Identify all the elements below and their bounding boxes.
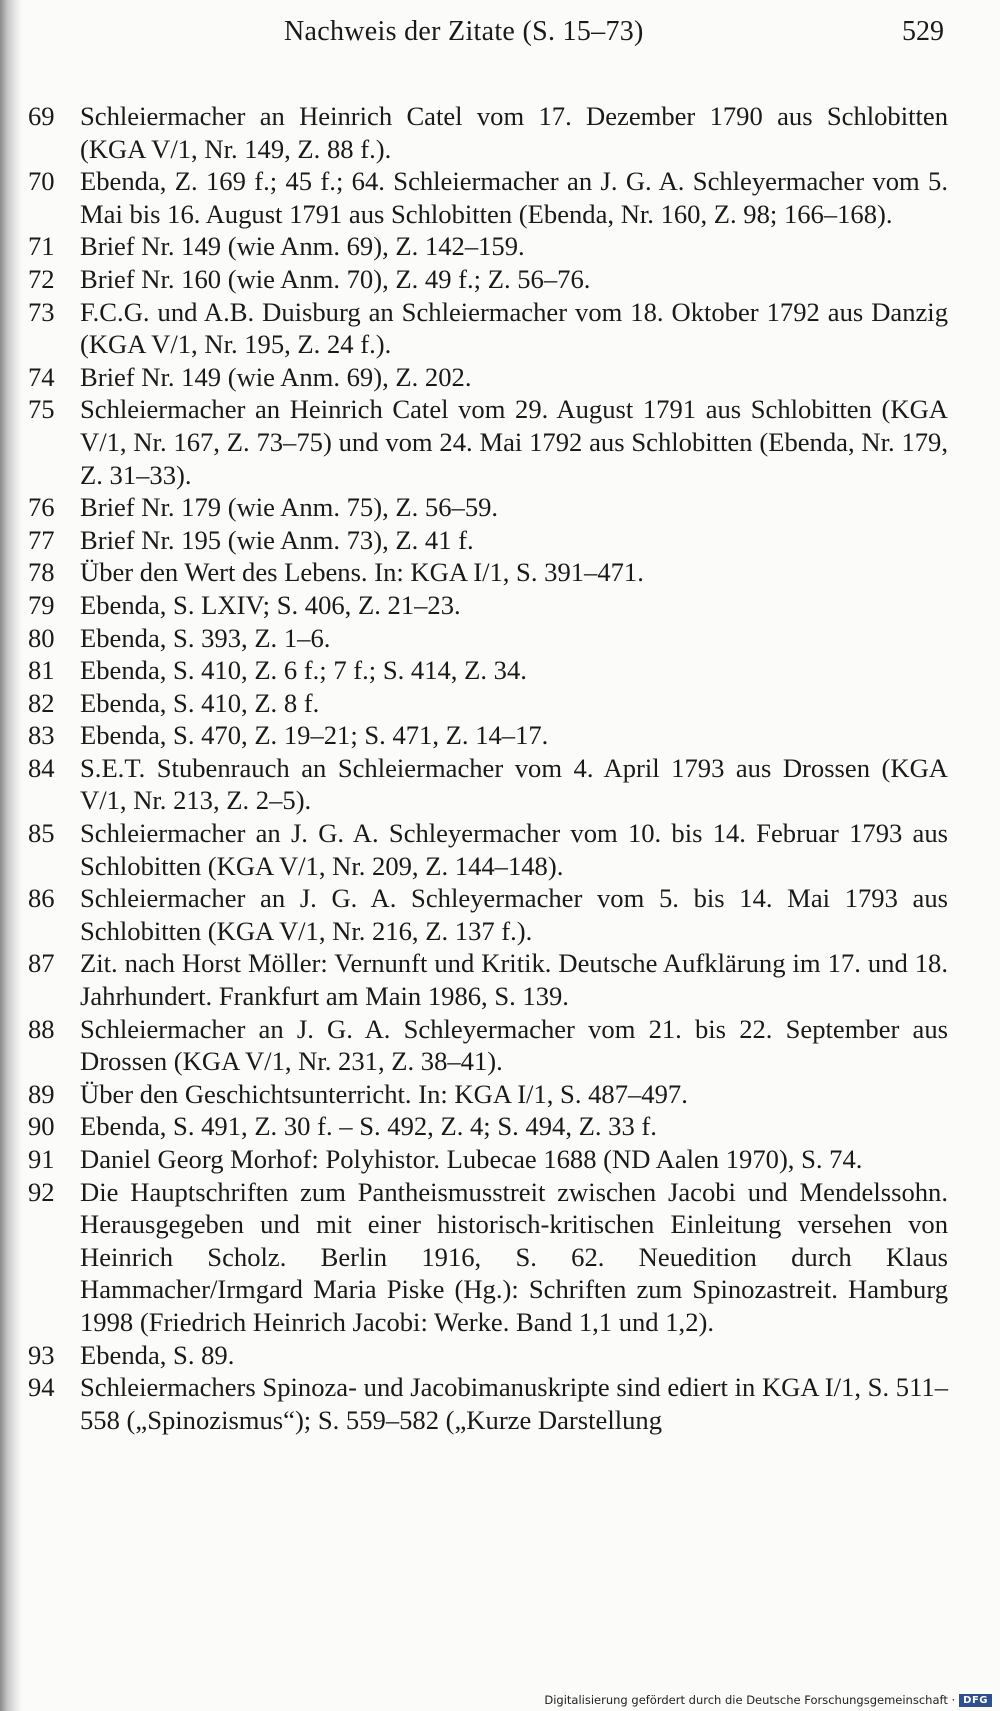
endnote-number: 73 xyxy=(28,296,55,327)
endnote-text: Schleiermachers Spinoza- und Jacobimanuskripte sind ediert in KGA I/1, S. 511–558 („Spinozismus“); S. 559–582 („Kurze Darstellung xyxy=(80,1372,948,1435)
credit-text: Digitalisierung gefördert durch die Deutsche Forschungsgemeinschaft · xyxy=(544,1693,956,1707)
endnote-number: 71 xyxy=(28,231,55,262)
endnote-79 xyxy=(28,589,948,622)
endnote-74 xyxy=(28,361,948,394)
endnote-text: Brief Nr. 149 (wie Anm. 69), Z. 202. xyxy=(80,361,472,392)
endnote-number: 85 xyxy=(28,818,55,849)
endnote-89 xyxy=(28,1078,948,1111)
endnote-84 xyxy=(28,752,948,817)
endnote-text: Daniel Georg Morhof: Polyhistor. Lubecae 1688 (ND Aalen 1970), S. 74. xyxy=(80,1144,863,1174)
endnote-text: Ebenda, S. 410, Z. 6 f.; 7 f.; S. 414, Z. 34. xyxy=(80,655,527,686)
endnote-69 xyxy=(28,100,948,165)
endnote-text: Schleiermacher an J. G. A. Schleyermacher vom 10. bis 14. Februar 1793 aus Schlobitten (KGA V/1, Nr. 209, Z. 144–148). xyxy=(80,818,948,881)
endnote-number: 80 xyxy=(28,622,55,653)
endnote-number: 84 xyxy=(28,752,55,783)
running-head xyxy=(0,12,1000,56)
endnote-text: Ebenda, Z. 169 f.; 45 f.; 64. Schleiermacher an J. G. A. Schleyermacher vom 5. Mai bis 16. August 1791 aus Schlobitten (Ebenda, Nr. 160, Z. 98; 166–168). xyxy=(80,166,948,229)
endnote-number: 75 xyxy=(28,394,55,425)
endnote-71 xyxy=(28,230,948,263)
running-title: Nachweis der Zitate (S. 15–73) xyxy=(284,16,644,47)
endnote-number: 81 xyxy=(28,655,55,686)
endnote-text: Brief Nr. 160 (wie Anm. 70), Z. 49 f.; Z. 56–76. xyxy=(80,263,591,294)
endnote-number: 70 xyxy=(28,166,55,197)
endnote-text: Schleiermacher an Heinrich Catel vom 17. Dezember 1790 aus Schlobitten (KGA V/1, Nr. 149, Z. 88 f.). xyxy=(80,101,948,164)
endnote-82 xyxy=(28,687,948,720)
endnote-text: Schleiermacher an J. G. A. Schleyermacher vom 5. bis 14. Mai 1793 aus Schlobitten (KGA V/1, Nr. 216, Z. 137 f.). xyxy=(80,883,948,946)
endnote-number: 87 xyxy=(28,948,55,979)
endnote-70 xyxy=(28,165,948,230)
endnote-number: 82 xyxy=(28,687,55,718)
endnote-text: Über den Wert des Lebens. In: KGA I/1, S. 391–471. xyxy=(80,557,644,588)
endnote-text: F.C.G. und A.B. Duisburg an Schleiermacher vom 18. Oktober 1792 aus Danzig (KGA V/1, Nr. 195, Z. 24 f.). xyxy=(80,296,948,360)
endnote-text: Ebenda, S. 393, Z. 1–6. xyxy=(80,622,331,653)
endnote-85 xyxy=(28,817,948,882)
endnote-text: Zit. nach Horst Möller: Vernunft und Kritik. Deutsche Aufklärung im 17. und 18. Jahrhundert. Frankfurt am Main 1986, S. 139. xyxy=(80,948,948,1012)
endnote-81 xyxy=(28,654,948,687)
endnote-88 xyxy=(28,1013,948,1078)
endnote-text: S.E.T. Stubenrauch an Schleiermacher vom 4. April 1793 aus Drossen (KGA V/1, Nr. 213, Z. 2–5). xyxy=(80,752,948,816)
endnote-number: 88 xyxy=(28,1013,55,1044)
endnote-86 xyxy=(28,882,948,947)
endnote-number: 76 xyxy=(28,492,55,523)
endnote-94 xyxy=(28,1371,948,1436)
endnote-text: Über den Geschichtsunterricht. In: KGA I/1, S. 487–497. xyxy=(80,1078,688,1109)
endnote-number: 94 xyxy=(28,1372,55,1403)
endnote-72 xyxy=(28,263,948,296)
endnote-78 xyxy=(28,556,948,589)
endnote-text: Ebenda, S. 491, Z. 30 f. – S. 492, Z. 4; S. 494, Z. 33 f. xyxy=(80,1111,657,1142)
endnote-number: 74 xyxy=(28,361,55,392)
endnote-number: 90 xyxy=(28,1111,55,1142)
endnote-number: 72 xyxy=(28,263,55,294)
endnote-77 xyxy=(28,524,948,557)
endnote-number: 86 xyxy=(28,883,55,914)
endnote-75 xyxy=(28,393,948,491)
endnote-number: 69 xyxy=(28,101,55,131)
endnote-73 xyxy=(28,296,948,361)
endnote-number: 83 xyxy=(28,720,55,751)
endnote-number: 93 xyxy=(28,1339,55,1370)
endnotes-list xyxy=(28,100,948,1436)
endnote-76 xyxy=(28,491,948,524)
endnote-93 xyxy=(28,1339,948,1372)
endnote-number: 79 xyxy=(28,589,55,620)
endnote-text: Ebenda, S. 410, Z. 8 f. xyxy=(80,687,320,718)
endnote-92 xyxy=(28,1176,948,1339)
digitization-credit xyxy=(544,1693,992,1707)
dfg-logo: DFG xyxy=(959,1694,992,1707)
endnote-text: Ebenda, S. LXIV; S. 406, Z. 21–23. xyxy=(80,589,461,620)
page-gutter-shadow xyxy=(0,0,22,1711)
endnote-number: 91 xyxy=(28,1144,55,1174)
endnote-text: Schleiermacher an Heinrich Catel vom 29. August 1791 aus Schlobitten (KGA V/1, Nr. 167, Z. 73–75) und vom 24. Mai 1792 aus Schlobitten (Ebenda, Nr. 179, Z. 31–33). xyxy=(80,394,948,490)
endnote-number: 78 xyxy=(28,557,55,588)
endnote-text: Ebenda, S. 89. xyxy=(80,1339,235,1370)
endnote-text: Die Hauptschriften zum Pantheismusstreit zwischen Jacobi und Mendelssohn. Herausgegeben und mit einer historisch-kritischen Einleitung versehen von Heinrich Scholz. Berlin 1916, S. 62. Neuedition durch Klaus Hammacher/Irmgard Maria Piske (Hg.): Schriften zum Spinozastreit. Hamburg 1998 (Friedrich Heinrich Jacobi: Werke. Band 1,1 und 1,2). xyxy=(80,1176,948,1337)
endnote-number: 89 xyxy=(28,1078,55,1109)
endnote-text: Brief Nr. 179 (wie Anm. 75), Z. 56–59. xyxy=(80,492,499,523)
page-number: 529 xyxy=(902,16,944,47)
endnote-number: 77 xyxy=(28,524,55,555)
endnote-text: Brief Nr. 195 (wie Anm. 73), Z. 41 f. xyxy=(80,524,474,555)
endnote-text: Schleiermacher an J. G. A. Schleyermacher vom 21. bis 22. September aus Drossen (KGA V/1, Nr. 231, Z. 38–41). xyxy=(80,1013,948,1077)
endnote-80 xyxy=(28,622,948,655)
endnote-number: 92 xyxy=(28,1176,55,1207)
endnote-87 xyxy=(28,947,948,1012)
endnote-91 xyxy=(28,1143,948,1176)
endnote-text: Ebenda, S. 470, Z. 19–21; S. 471, Z. 14–17. xyxy=(80,720,549,751)
endnote-83 xyxy=(28,719,948,752)
endnote-text: Brief Nr. 149 (wie Anm. 69), Z. 142–159. xyxy=(80,231,525,262)
endnote-90 xyxy=(28,1110,948,1143)
